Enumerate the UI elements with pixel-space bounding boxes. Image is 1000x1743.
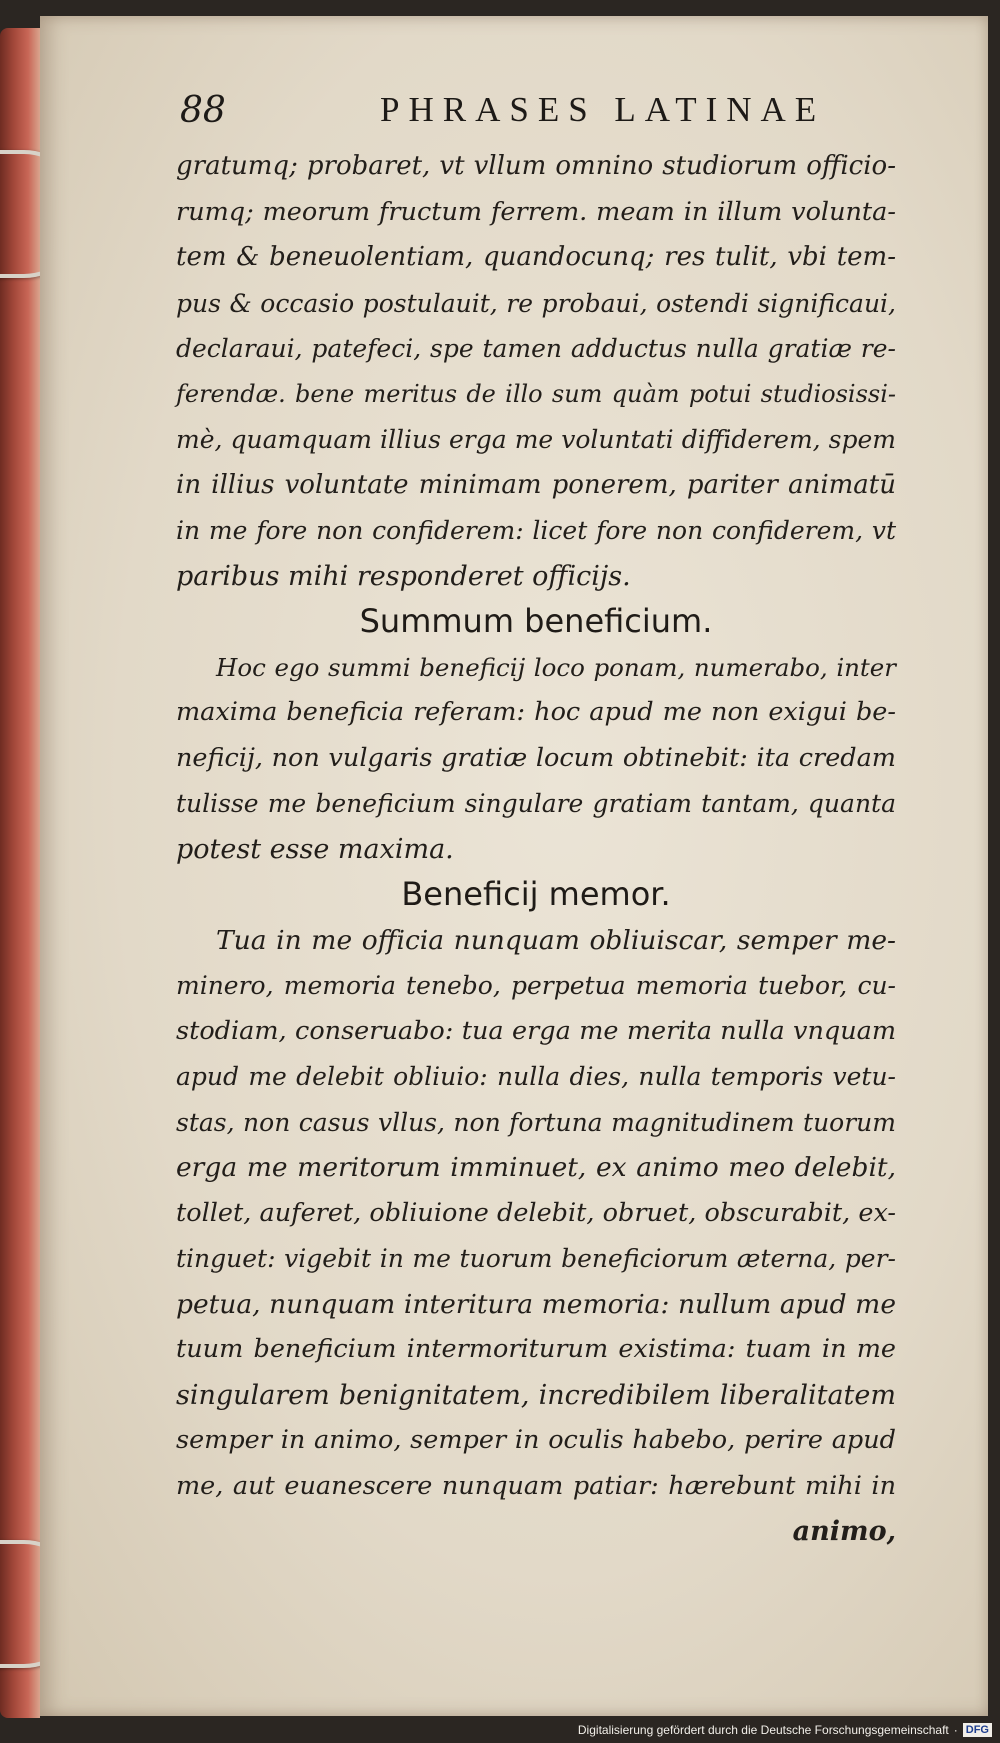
text-line: paribus mihi responderet officijs.: [176, 560, 631, 592]
text-line: tinguet: vigebit in me tuorum beneficiorum æterna, per-: [176, 1244, 896, 1273]
book-page: [40, 16, 988, 1716]
text-line: gratumq; probaret, vt vllum omnino studiorum officio-: [176, 151, 896, 181]
text-line: Tua in me officia nunquam obliuiscar, semper me-: [216, 924, 896, 956]
dfg-logo-icon: DFG: [963, 1723, 992, 1737]
text-line: tem & beneuolentiam, quandocunq; res tulit, vbi tem-: [176, 242, 896, 272]
running-head: [40, 90, 988, 140]
text-line: singularem benignitatem, incredibilem liberalitatem: [176, 1379, 896, 1411]
text-line: Hoc ego summi beneficij loco ponam, numerabo, inter: [216, 652, 896, 682]
page-text: [176, 144, 896, 1555]
text-line: minero, memoria tenebo, perpetua memoria tuebor, cu-: [176, 971, 896, 1000]
funding-credit: Digitalisierung gefördert durch die Deutsche Forschungsgemeinschaft: [577, 1723, 949, 1737]
text-line: declaraui, patefeci, spe tamen adductus nulla gratiæ re-: [176, 334, 896, 363]
text-line: rumq; meorum fructum ferrem. meam in illum volunta-: [176, 196, 896, 227]
text-line: erga me meritorum imminuet, ex animo meo delebit,: [176, 1152, 896, 1183]
text-line: apud me delebit obliuio: nulla dies, nulla temporis vetu-: [176, 1062, 896, 1091]
text-line: petua, nunquam interitura memoria: nullum apud me: [176, 1288, 896, 1320]
text-line: stas, non casus vllus, non fortuna magnitudinem tuorum: [176, 1107, 896, 1137]
text-line: ferendæ. bene meritus de illo sum quàm potui studiosissi-: [176, 379, 896, 408]
text-line: maxima beneficia referam: hoc apud me non exigui be-: [176, 697, 896, 727]
catchword: animo,: [792, 1516, 896, 1547]
text-line: in illius voluntate minimam ponerem, pariter animatū: [176, 469, 896, 500]
page-number: 88: [180, 90, 226, 131]
running-title: PHRASES LATINAE: [380, 90, 826, 129]
dash-separator: ·: [953, 1723, 958, 1737]
text-line: mè, quamquam illius erga me voluntati diffiderem, spem: [176, 425, 896, 454]
section-heading-summum-beneficium: Summum beneficium.: [359, 602, 713, 640]
book-fore-edge: [0, 28, 40, 1718]
text-line: tuum beneficium intermoriturum existima: tuam in me: [176, 1334, 896, 1364]
text-line: pus & occasio postulauit, re probaui, ostendi significaui,: [176, 288, 896, 318]
digitization-footer: [578, 1723, 992, 1737]
text-line: neficij, non vulgaris gratiæ locum obtinebit: ita credam: [176, 742, 896, 773]
text-line: semper in animo, semper in oculis habebo, perire apud: [176, 1425, 896, 1455]
section-heading-beneficij-memor: Beneficij memor.: [401, 875, 671, 913]
text-line: tulisse me beneficium singulare gratiam tantam, quanta: [176, 789, 896, 818]
text-line: stodiam, conseruabo: tua erga me merita nulla vnquam: [176, 1015, 896, 1046]
text-line: in me fore non confiderem: licet fore non confiderem, vt: [176, 516, 896, 545]
text-line: tollet, auferet, obliuione delebit, obruet, obscurabit, ex-: [176, 1197, 896, 1228]
text-line: potest esse maxima.: [176, 833, 454, 865]
text-line: me, aut euanescere nunquam patiar: hærebunt mihi in: [176, 1470, 896, 1501]
